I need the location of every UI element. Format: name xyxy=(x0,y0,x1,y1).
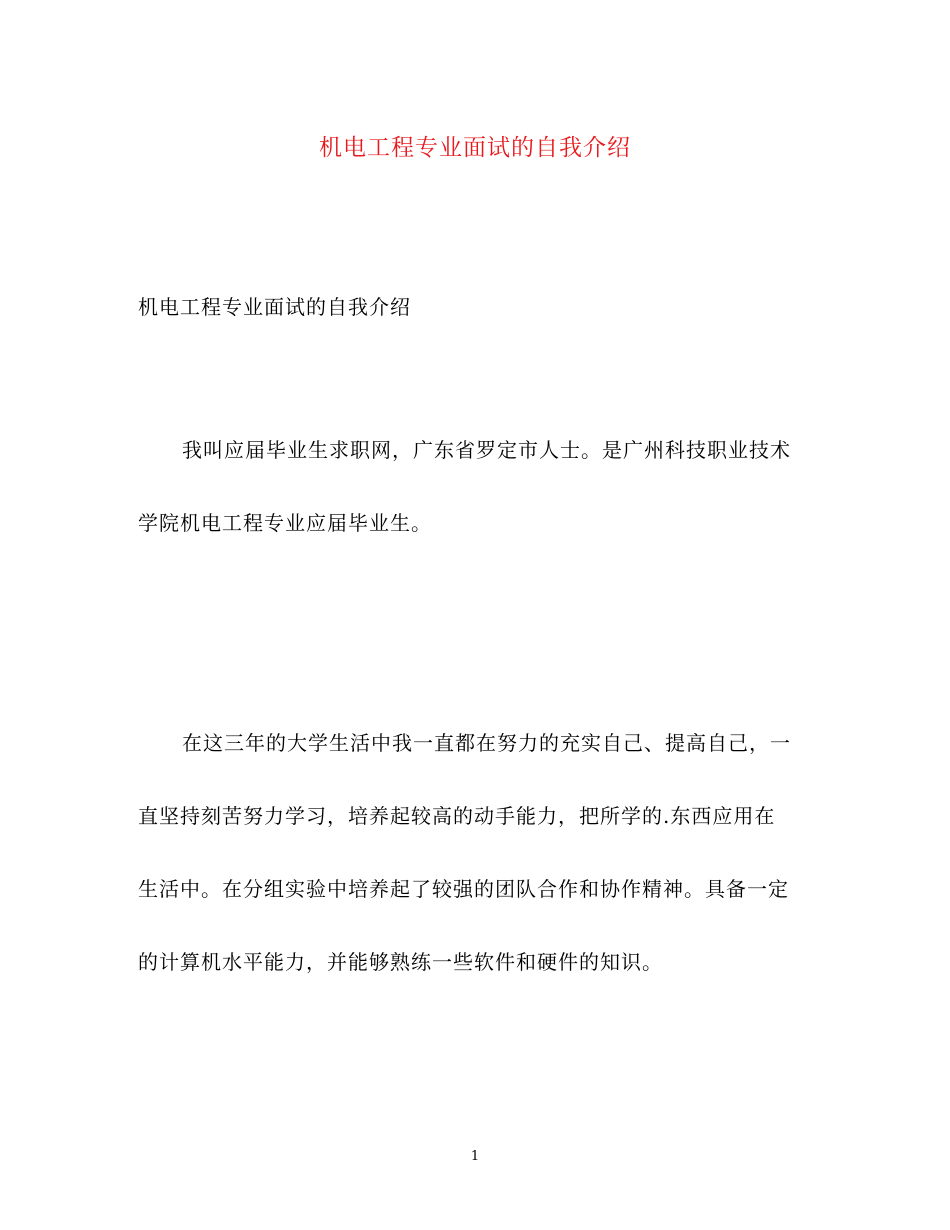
page-number: 1 xyxy=(470,1149,480,1164)
paragraph-experience xyxy=(138,725,818,975)
paragraph-line: 学院机电工程专业应届毕业生。 xyxy=(138,511,432,535)
document-subtitle: 机电工程专业面试的自我介绍 xyxy=(138,295,411,319)
paragraph-line: 的计算机水平能力，并能够熟练一些软件和硬件的知识。 xyxy=(138,950,663,974)
paragraph-line: 生活中。在分组实验中培养起了较强的团队合作和协作精神。具备一定 xyxy=(138,877,789,901)
paragraph-intro xyxy=(138,432,818,542)
paragraph-line: 直坚持刻苦努力学习，培养起较高的动手能力，把所学的.东西应用在 xyxy=(138,804,776,828)
document-title: 机电工程专业面试的自我介绍 xyxy=(319,135,631,161)
paragraph-line: 在这三年的大学生活中我一直都在努力的充实自己、提高自己，一 xyxy=(182,731,791,755)
paragraph-line: 我叫应届毕业生求职网，广东省罗定市人士。是广州科技职业技术 xyxy=(182,438,791,462)
